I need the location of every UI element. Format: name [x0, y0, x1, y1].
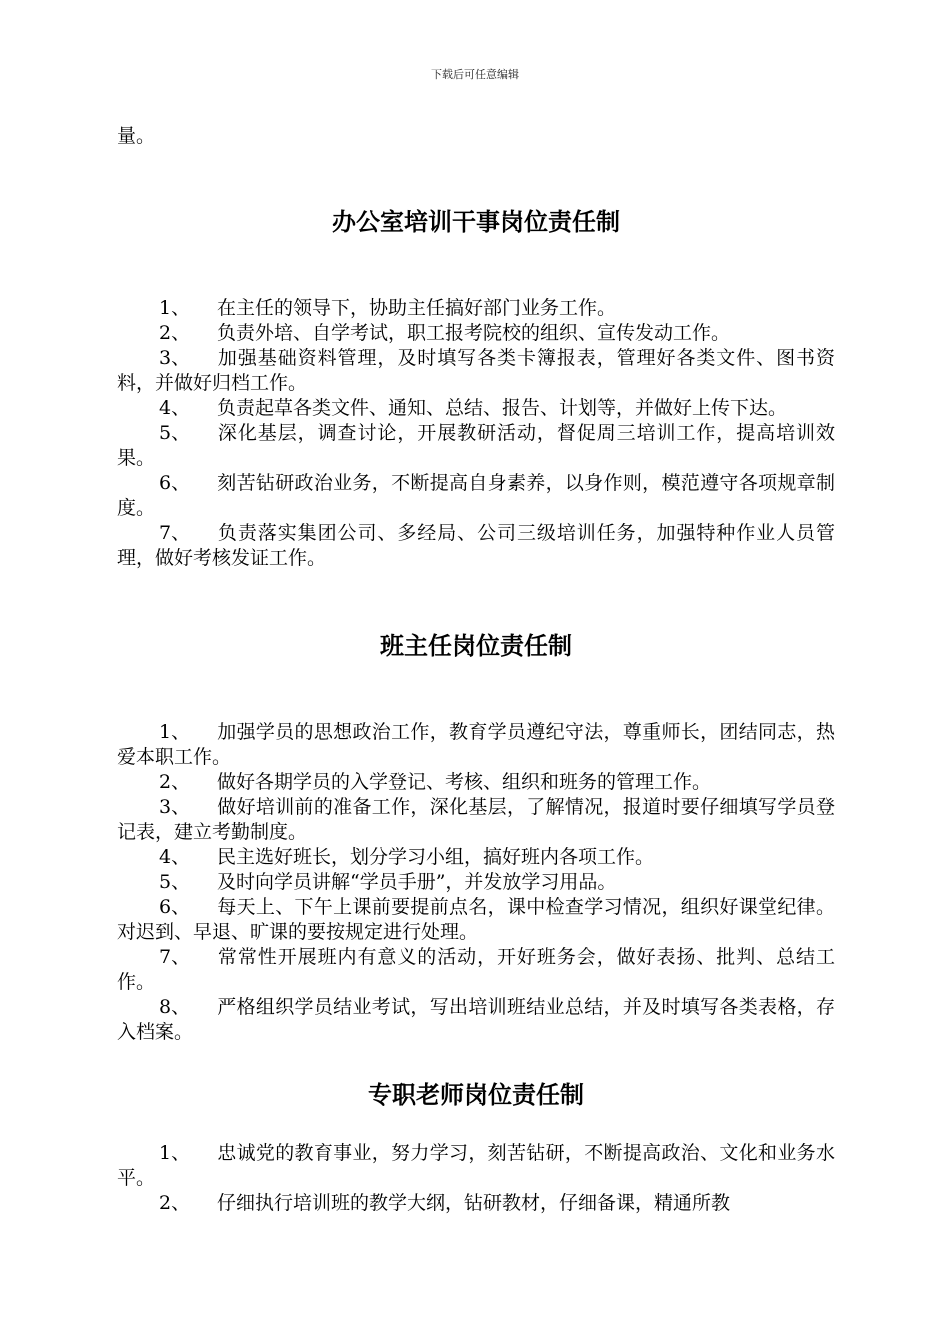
item-number: 6、 [159, 472, 191, 494]
item-text: 加强学员的思想政治工作，教育学员遵纪守法，尊重师长，团结同志，热爱本职工作。 [117, 721, 835, 768]
list-item [117, 895, 835, 945]
list-item [117, 396, 835, 421]
item-text: 严格组织学员结业考试，写出培训班结业总结，并及时填写各类表格，存入档案。 [117, 996, 835, 1043]
item-number: 1、 [159, 297, 191, 319]
item-list [117, 720, 835, 1045]
item-number: 7、 [159, 522, 191, 544]
list-item [117, 521, 835, 571]
item-text: 常常性开展班内有意义的活动，开好班务会，做好表扬、批判、总结工作。 [117, 946, 835, 993]
list-item [117, 321, 835, 346]
list-item [117, 1191, 835, 1216]
item-text: 负责外培、自学考试，职工报考院校的组织、宣传发动工作。 [217, 322, 731, 344]
section-class-teacher [117, 629, 835, 1045]
list-item [117, 845, 835, 870]
item-number: 7、 [159, 946, 191, 968]
item-number: 3、 [159, 347, 191, 369]
item-text: 民主选好班长，划分学习小组，搞好班内各项工作。 [217, 846, 655, 868]
item-list [117, 296, 835, 571]
item-list [117, 1141, 835, 1216]
section-title: 班主任岗位责任制 [380, 632, 572, 660]
item-text: 及时向学员讲解“学员手册”，并发放学习用品。 [217, 871, 617, 893]
item-number: 2、 [159, 1192, 191, 1214]
item-text: 刻苦钻研政治业务，不断提高自身素养，以身作则，模范遵守各项规章制度。 [117, 472, 835, 519]
item-number: 1、 [159, 1142, 191, 1164]
list-item [117, 770, 835, 795]
header-note: 下载后可任意编辑 [431, 68, 519, 81]
item-text: 做好培训前的准备工作，深化基层，了解情况，报道时要仔细填写学员登记表，建立考勤制度。 [117, 796, 835, 843]
item-number: 2、 [159, 322, 191, 344]
list-item [117, 795, 835, 845]
list-item [117, 945, 835, 995]
item-text: 仔细执行培训班的教学大纲，钻研教材，仔细备课，精通所教 [217, 1192, 731, 1214]
item-text: 每天上、下午上课前要提前点名，课中检查学习情况，组织好课堂纪律。对迟到、早退、旷课的要按规定进行处理。 [117, 896, 835, 943]
item-text: 加强基础资料管理，及时填写各类卡簿报表，管理好各类文件、图书资料，并做好归档工作。 [117, 347, 835, 394]
section-office-training [117, 205, 835, 571]
item-text: 忠诚党的教育事业，努力学习，刻苦钻研，不断提高政治、文化和业务水平。 [117, 1142, 835, 1189]
item-text: 做好各期学员的入学登记、考核、组织和班务的管理工作。 [217, 771, 712, 793]
item-number: 6、 [159, 896, 191, 918]
section-full-time-teacher [117, 1078, 835, 1216]
item-text: 负责起草各类文件、通知、总结、报告、计划等，并做好上传下达。 [217, 397, 788, 419]
item-number: 8、 [159, 996, 191, 1018]
list-item [117, 296, 835, 321]
section-title: 专职老师岗位责任制 [368, 1081, 584, 1109]
section-title: 办公室培训干事岗位责任制 [332, 208, 620, 236]
item-number: 2、 [159, 771, 191, 793]
list-item [117, 346, 835, 396]
item-number: 1、 [159, 721, 191, 743]
list-item [117, 870, 835, 895]
item-text: 负责落实集团公司、多经局、公司三级培训任务，加强特种作业人员管理，做好考核发证工作。 [117, 522, 835, 569]
list-item [117, 1141, 835, 1191]
list-item [117, 471, 835, 521]
list-item [117, 720, 835, 770]
item-number: 4、 [159, 846, 191, 868]
list-item [117, 421, 835, 471]
item-text: 深化基层，调查讨论，开展教研活动，督促周三培训工作，提高培训效果。 [117, 422, 835, 469]
item-number: 5、 [159, 422, 191, 444]
item-number: 5、 [159, 871, 191, 893]
lead-text: 量。 [117, 125, 156, 147]
list-item [117, 995, 835, 1045]
item-number: 4、 [159, 397, 191, 419]
item-number: 3、 [159, 796, 191, 818]
item-text: 在主任的领导下，协助主任搞好部门业务工作。 [217, 297, 617, 319]
